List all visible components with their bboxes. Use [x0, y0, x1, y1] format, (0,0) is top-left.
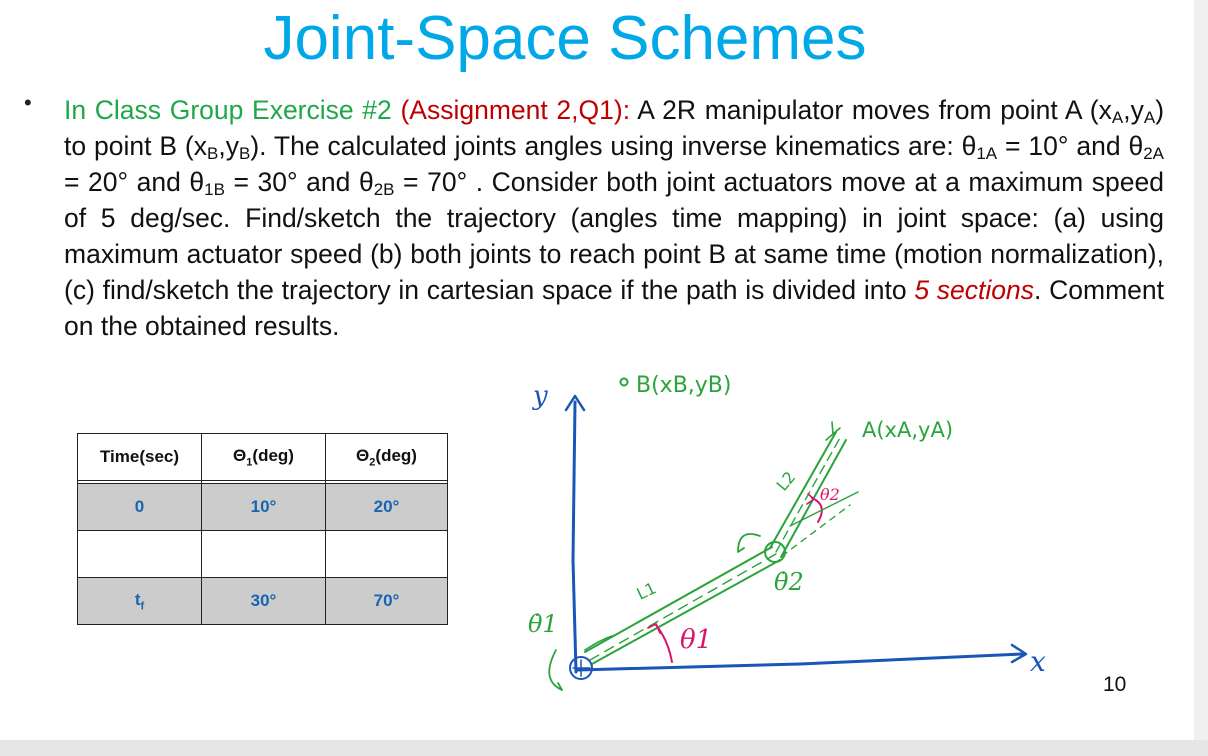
theta1-label: θ1	[680, 625, 713, 655]
l1-label: L1	[633, 578, 659, 604]
header-theta1: $\Theta_1(deg)$	[202, 434, 326, 481]
theta1-dot-arrow	[549, 650, 562, 690]
link1-upper	[585, 547, 772, 652]
cell-theta1: 30°	[202, 578, 326, 625]
x-axis-label: x	[1030, 645, 1046, 678]
theta2-dot-label: θ̇2	[774, 568, 804, 596]
cell-theta2: 70°	[326, 578, 448, 625]
page-number: 10	[1103, 673, 1127, 696]
slide-title: Joint-Space Schemes	[263, 4, 867, 73]
theta2-dot-arrow	[738, 534, 760, 552]
header-time: Time(sec)	[78, 434, 202, 481]
cell-time: $t_f$	[78, 578, 202, 625]
header-theta2: $\Theta_2(deg)$	[326, 434, 448, 481]
assignment-ref: (Assignment 2,Q1):	[400, 95, 631, 125]
exercise-paragraph: In Class Group Exercise #2 (Assignment 2,Q1): A 2R manipulator moves from point A $(x_A,y_A)$ to point B $(x_B,y_B)$. The calculated joints angles using inverse kinematics are: $\theta_{1A} = 10^\circ$ and $\theta_{2A} = 20^\circ$ and $\theta_{1B} = 30^\circ$ and $\theta_{2B} = 70^\circ$ . Consider both joint actuators move at a maximum speed of 5 deg/sec. Find/sketch the trajectory (angles time mapping) in joint space: (a) using maximum actuator speed (b) both joints to reach point B at same time (motion normalization), (c) find/sketch the trajectory in cartesian space if the path is divided into 5 sections. Comment on the obtained results.	[64, 95, 1165, 341]
l2-label: L2	[772, 467, 800, 495]
x-axis-line	[578, 654, 1022, 670]
cell-theta2: 20°	[326, 484, 448, 531]
point-a-label: A(xA,yA)	[862, 418, 954, 442]
elbow-joint	[765, 542, 785, 562]
y-axis-line	[573, 402, 576, 672]
exercise-label: In Class Group Exercise #2	[64, 95, 392, 125]
page-bottom-edge	[0, 740, 1208, 756]
cell-time: 0	[78, 484, 202, 531]
theta2-label: θ2	[820, 485, 840, 504]
theta1-dot-label: θ̇1	[528, 610, 558, 638]
point-b-label: B(xB,yB)	[636, 373, 732, 398]
bullet-icon: •	[24, 90, 32, 115]
point-b-dot	[621, 379, 628, 386]
cell-theta1: 10°	[202, 484, 326, 531]
page-edge	[1194, 0, 1208, 740]
y-axis-label: y	[533, 381, 548, 411]
sections-emphasis: 5 sections	[914, 275, 1035, 305]
